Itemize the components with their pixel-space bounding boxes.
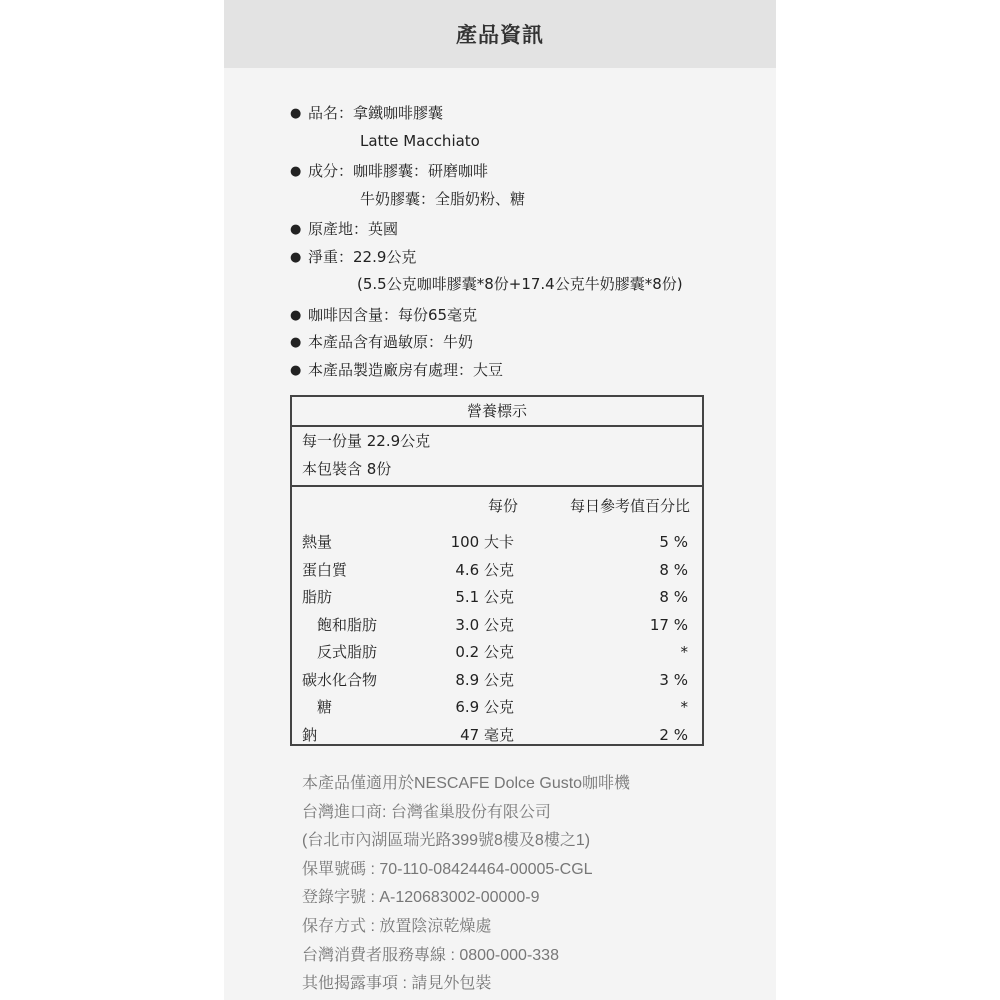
footer-line-storage: 保存方式 : 放置陰涼乾燥處 — [302, 917, 492, 935]
footer-line-disclosure: 其他揭露事項 : 請見外包裝 — [302, 975, 492, 993]
nutrient-name: 碳水化合物 — [302, 670, 378, 689]
item-subtext: (5.5公克咖啡膠囊*8份+17.4公克牛奶膠囊*8份) — [357, 275, 683, 293]
footer-line-insurance: 保單號碼 : 70-110-08424464-00005-CGL — [302, 860, 593, 878]
list-item-facility — [290, 357, 770, 385]
nutrient-amount: 5.1 公克 — [455, 588, 514, 606]
item-text: 本產品製造廠房有處理：大豆 — [308, 360, 504, 379]
nutrient-daily-value: 8 % — [659, 560, 688, 579]
nutrient-amount: 6.9 公克 — [455, 698, 514, 716]
nutrition-facts-table — [290, 395, 704, 746]
list-item-product-name — [290, 100, 770, 155]
list-item-allergen — [290, 329, 770, 357]
product-info-list — [290, 100, 770, 384]
nutrient-daily-value: 17 % — [649, 615, 688, 634]
table-row — [292, 612, 702, 640]
column-header-per-serving: 每份 — [487, 497, 518, 515]
nutrient-amount: 0.2 公克 — [455, 643, 514, 661]
nutrient-amount: 8.9 公克 — [455, 670, 514, 689]
footer-line-address: (台北市內湖區瑞光路399號8樓及8樓之1) — [302, 832, 591, 850]
product-info-panel — [224, 0, 776, 1000]
item-subtext: Latte Macchiato — [360, 131, 480, 150]
bullet-icon: ● — [290, 335, 302, 350]
footer-line-registration: 登錄字號 : A-120683002-00000-9 — [302, 889, 540, 907]
bullet-icon: ● — [290, 307, 302, 323]
list-item-caffeine — [290, 302, 770, 330]
nutrient-amount: 4.6 公克 — [455, 560, 514, 579]
nutrient-daily-value: * — [680, 643, 688, 661]
bullet-icon: ● — [290, 164, 302, 179]
table-row — [292, 694, 702, 722]
list-item-ingredients — [290, 158, 770, 213]
bullet-icon: ● — [290, 222, 302, 237]
nutrient-name: 鈉 — [302, 725, 318, 744]
footer-line-compatibility: 本產品僅適用於NESCAFE Dolce Gusto咖啡機 — [302, 775, 631, 792]
nutrient-name: 脂肪 — [302, 588, 333, 606]
nutrition-column-headers — [292, 487, 702, 529]
footer-line-hotline: 台灣消費者服務專線 : 0800-000-338 — [302, 946, 559, 964]
item-text: 本產品含有過敏原：牛奶 — [308, 333, 474, 351]
table-row — [292, 639, 702, 667]
nutrient-amount: 3.0 公克 — [455, 615, 514, 634]
nutrient-name: 反式脂肪 — [317, 643, 378, 661]
item-subtext: 牛奶膠囊：全脂奶粉、糖 — [360, 189, 526, 208]
list-item-origin — [290, 216, 770, 244]
nutrient-daily-value: * — [680, 698, 688, 716]
nutrient-amount: 100 大卡 — [450, 533, 514, 551]
nutrition-title: 營養標示 — [292, 397, 702, 427]
nutrient-name: 飽和脂肪 — [317, 615, 378, 634]
item-text: 原產地：英國 — [308, 220, 399, 238]
table-row — [292, 529, 702, 557]
list-item-net-weight — [290, 244, 770, 299]
nutrient-daily-value: 2 % — [659, 725, 688, 744]
footer-notes — [302, 770, 772, 999]
item-text: 咖啡因含量：每份65毫克 — [308, 305, 478, 324]
item-text: 成分：咖啡膠囊：研磨咖啡 — [308, 162, 489, 180]
footer-line-importer: 台灣進口商: 台灣雀巢股份有限公司 — [302, 803, 551, 821]
nutrient-daily-value: 5 % — [659, 533, 688, 551]
nutrient-amount: 47 毫克 — [460, 725, 514, 744]
servings-per-package: 本包裝含 8份 — [302, 460, 392, 478]
bullet-icon: ● — [290, 249, 302, 265]
nutrient-name: 蛋白質 — [302, 560, 348, 579]
bullet-icon: ● — [290, 362, 302, 378]
table-row — [292, 667, 702, 695]
column-header-daily-value: 每日參考值百分比 — [569, 497, 690, 515]
table-row — [292, 584, 702, 612]
item-text: 品名：拿鐵咖啡膠囊 — [308, 104, 444, 122]
nutrient-name: 糖 — [317, 698, 333, 716]
table-row — [292, 557, 702, 585]
header-bar — [224, 0, 776, 68]
nutrient-daily-value: 8 % — [659, 588, 688, 606]
serving-info — [292, 427, 702, 487]
item-text: 淨重：22.9公克 — [308, 247, 417, 266]
serving-size: 每一份量 22.9公克 — [302, 432, 431, 450]
page-title: 產品資訊 — [456, 23, 544, 47]
table-row — [292, 722, 702, 750]
bullet-icon: ● — [290, 106, 302, 121]
nutrient-daily-value: 3 % — [659, 670, 688, 689]
nutrient-name: 熱量 — [302, 533, 333, 551]
